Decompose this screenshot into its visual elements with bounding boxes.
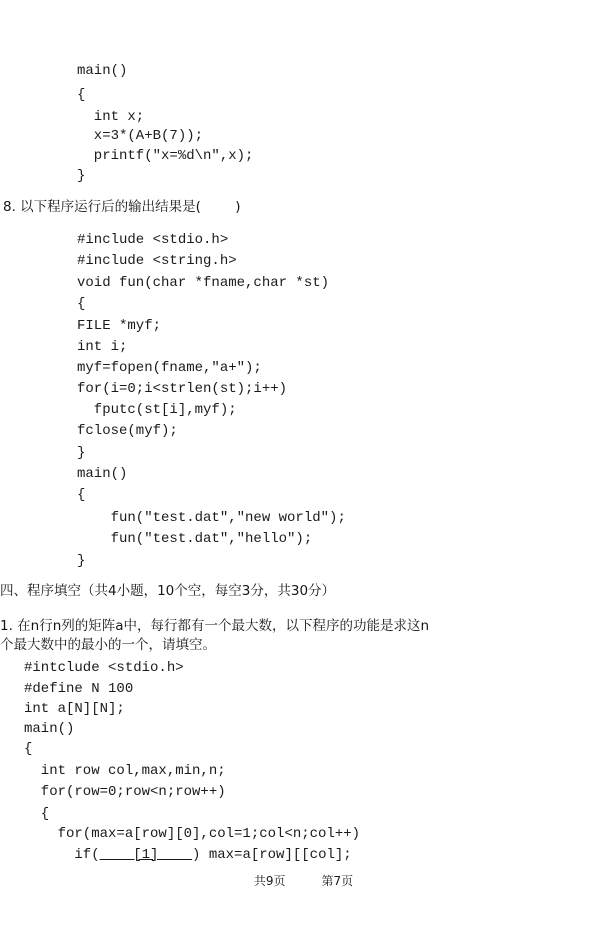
code-suffix: ) max=a[row][[col]; xyxy=(192,847,352,863)
code-line: #define N 100 xyxy=(24,681,134,697)
question-1-text-line-2: 个最大数中的最小的一个，请填空。 xyxy=(0,637,216,653)
code-line: int i; xyxy=(77,339,128,355)
code-line: } xyxy=(77,553,86,569)
code-line: main() xyxy=(77,63,128,79)
total-pages: 共9页 xyxy=(253,874,286,888)
code-line: x=3*(A+B(7)); xyxy=(77,128,204,144)
current-page: 第7页 xyxy=(321,874,354,888)
code-line: { xyxy=(77,487,86,503)
question-8-title: 8. 以下程序运行后的输出结果是( ) xyxy=(3,199,241,215)
fill-in-blank-1: [1] xyxy=(99,847,193,863)
code-line: } xyxy=(77,445,86,461)
code-line: } xyxy=(77,168,86,184)
code-line: { xyxy=(77,296,86,312)
section-title: 四、程序填空（共4小题，10个空，每空3分，共30分） xyxy=(0,583,336,599)
code-line: for(max=a[row][0],col=1;col<n;col++) xyxy=(24,826,361,842)
code-line: { xyxy=(24,806,50,822)
code-line: { xyxy=(77,87,86,103)
page-footer xyxy=(0,872,607,889)
code-line: main() xyxy=(77,466,128,482)
code-line: { xyxy=(24,741,33,757)
code-line: main() xyxy=(24,721,75,737)
code-line: #include <string.h> xyxy=(77,253,237,269)
code-line: #intclude <stdio.h> xyxy=(24,660,184,676)
code-line: int x; xyxy=(77,109,145,125)
code-line: printf("x=%d\n",x); xyxy=(77,148,254,164)
code-line: FILE *myf; xyxy=(77,318,162,334)
code-line: fputc(st[i],myf); xyxy=(77,402,237,418)
code-line: fun("test.dat","hello"); xyxy=(77,531,313,547)
code-prefix: if( xyxy=(24,847,100,863)
code-line: void fun(char *fname,char *st) xyxy=(77,275,330,291)
code-line: for(row=0;row<n;row++) xyxy=(24,784,226,800)
code-line: fclose(myf); xyxy=(77,423,178,439)
code-line: for(i=0;i<strlen(st);i++) xyxy=(77,381,288,397)
code-line-with-blank xyxy=(24,847,352,864)
code-line: int a[N][N]; xyxy=(24,701,125,717)
question-1-text-line-1: 1. 在n行n列的矩阵a中，每行都有一个最大数，以下程序的功能是求这n xyxy=(0,618,430,634)
code-line: int row col,max,min,n; xyxy=(24,763,226,779)
code-line: myf=fopen(fname,"a+"); xyxy=(77,360,262,376)
code-line: fun("test.dat","new world"); xyxy=(77,510,346,526)
code-line: #include <stdio.h> xyxy=(77,232,229,248)
